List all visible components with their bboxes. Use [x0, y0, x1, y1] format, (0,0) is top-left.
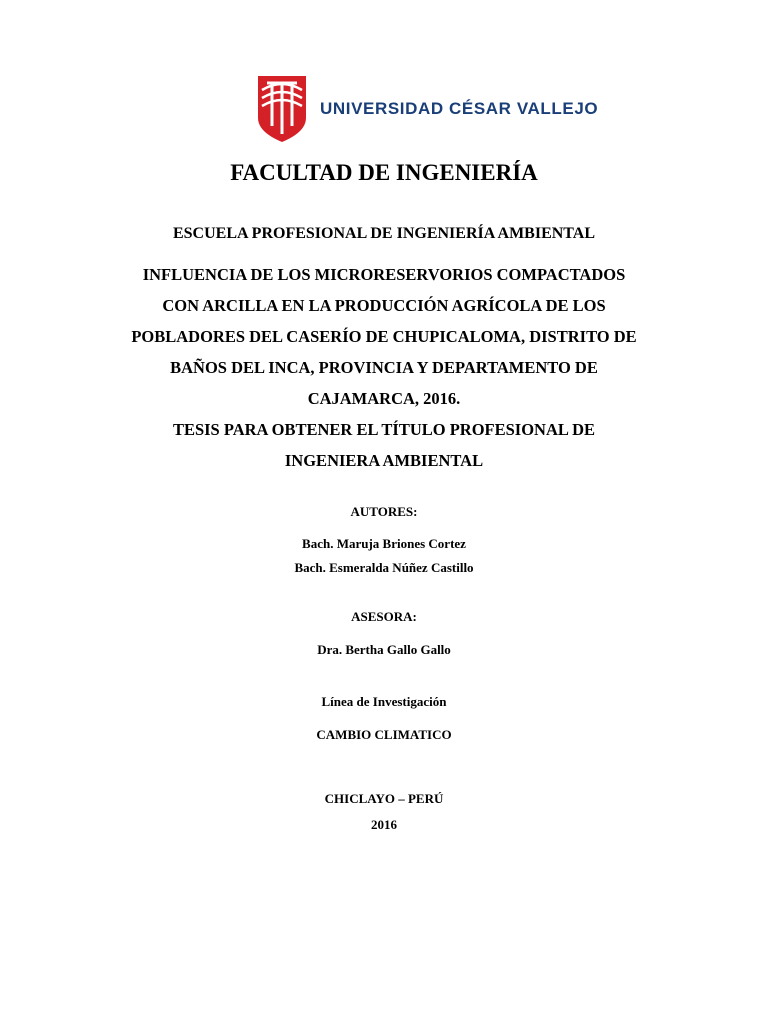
thesis-title-line: POBLADORES DEL CASERÍO DE CHUPICALOMA, DISTRITO DE	[131, 327, 637, 346]
degree-line: INGENIERA AMBIENTAL	[284, 451, 484, 470]
advisor-name: Dra. Bertha Gallo Gallo	[317, 642, 451, 657]
author-name: Bach. Esmeralda Núñez Castillo	[294, 560, 474, 575]
degree-line: TESIS PARA OBTENER EL TÍTULO PROFESIONAL DE	[172, 420, 596, 439]
faculty-heading: FACULTAD DE INGENIERÍA	[230, 160, 538, 185]
thesis-title-line: INFLUENCIA DE LOS MICRORESERVORIOS COMPACTADOS	[142, 265, 626, 284]
place: CHICLAYO – PERÚ	[324, 791, 444, 806]
year: 2016	[371, 817, 397, 832]
author-name: Bach. Maruja Briones Cortez	[302, 536, 466, 551]
university-shield-icon	[258, 76, 306, 142]
thesis-title-line: CAJAMARCA, 2016.	[307, 389, 461, 408]
school-heading: ESCUELA PROFESIONAL DE INGENIERÍA AMBIENTAL	[172, 225, 596, 242]
thesis-title-line: CON ARCILLA EN LA PRODUCCIÓN AGRÍCOLA DE LOS	[162, 296, 606, 315]
advisor-label: ASESORA:	[351, 609, 417, 624]
university-name: UNIVERSIDAD CÉSAR VALLEJO	[320, 99, 599, 118]
research-line-label: Línea de Investigación	[321, 694, 447, 709]
research-line-value: CAMBIO CLIMATICO	[316, 727, 452, 742]
thesis-title	[0, 262, 768, 479]
thesis-title-line: BAÑOS DEL INCA, PROVINCIA Y DEPARTAMENTO DE	[170, 358, 598, 377]
university-logo	[258, 76, 598, 142]
authors-label: AUTORES:	[350, 504, 418, 519]
